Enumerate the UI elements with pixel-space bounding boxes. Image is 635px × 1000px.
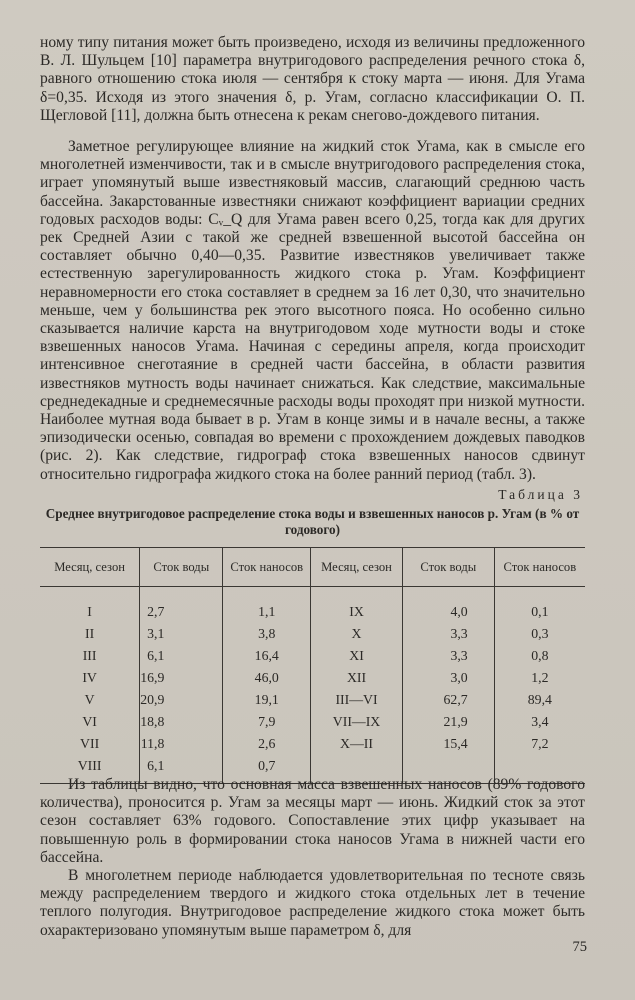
table-cell: 3,1 xyxy=(140,623,223,645)
table-cell: 7,9 xyxy=(223,711,311,733)
table-cell: 3,3 xyxy=(402,645,494,667)
table-row xyxy=(40,689,585,711)
page-number: 75 xyxy=(572,939,587,955)
table-cell: V xyxy=(84,692,95,707)
table-cell: 21,9 xyxy=(402,711,494,733)
table-cell: VII—IX xyxy=(311,711,403,733)
table-cell: II xyxy=(85,626,95,641)
table-cell: IX xyxy=(311,587,403,624)
table-row xyxy=(40,733,585,755)
table-cell: 0,7 xyxy=(223,755,311,784)
table-cell: 2,7 xyxy=(140,587,223,624)
table-row xyxy=(40,645,585,667)
table-cell: 18,8 xyxy=(140,711,223,733)
table-row xyxy=(40,623,585,645)
table-cell: VI xyxy=(82,714,97,729)
table-cell: 4,0 xyxy=(402,587,494,624)
paragraph-1-text: ному типу питания может быть произведено, исходя из величины предложенного В. Л. Шульцем [10] параметра внутригодового распределения речного стока δ, равного отношению стока июля — сентября к стоку марта — июня. Для Угама δ=0,35. Исходя из этого значения δ, р. Угам, согласно классификации О. П. Щегловой [11], должна быть отнесена к рекам снегово-дождевого питания. xyxy=(40,34,585,124)
header-month-season-2: Месяц, сезон xyxy=(311,548,403,587)
table-cell: 1,1 xyxy=(223,587,311,624)
paragraph-4 xyxy=(40,867,585,940)
table-cell: 3,4 xyxy=(494,711,585,733)
table-cell: 6,1 xyxy=(140,645,223,667)
table-cell: I xyxy=(87,604,92,619)
table-cell: III xyxy=(82,648,97,663)
header-water-runoff-1: Сток воды xyxy=(140,548,223,587)
table-cell: X—II xyxy=(311,733,403,755)
table-row xyxy=(40,667,585,689)
table-cell: VII xyxy=(80,736,100,751)
header-month-season-1: Месяц, сезон xyxy=(40,548,140,587)
table-cell: 89,4 xyxy=(494,689,585,711)
table-cell: 16,4 xyxy=(223,645,311,667)
table-number-label: Таблица 3 xyxy=(498,487,583,502)
table-title: Среднее внутригодовое распределение стока воды и взвешенных наносов р. Угам (в % от годового) xyxy=(45,506,580,537)
table-cell: 15,4 xyxy=(402,733,494,755)
table-row xyxy=(40,587,585,624)
paragraph-1 xyxy=(40,34,585,125)
table-cell: XI xyxy=(311,645,403,667)
table-cell: 3,3 xyxy=(402,623,494,645)
table-cell: 7,2 xyxy=(494,733,585,755)
table-cell: XII xyxy=(311,667,403,689)
table-cell: 16,9 xyxy=(140,667,223,689)
table-cell: 62,7 xyxy=(402,689,494,711)
table-cell: 20,9 xyxy=(140,689,223,711)
table-cell: III—VI xyxy=(311,689,403,711)
paragraph-4-text: В многолетнем периоде наблюдается удовлетворительная по тесноте связь между распределением твердого и жидкого стока отдельных лет в течение теплого полугодия. Внутригодовое распределение жидкого стока может быть охарактеризовано упомянутым выше параметром δ, для xyxy=(40,867,585,939)
table-cell: 0,8 xyxy=(494,645,585,667)
runoff-table xyxy=(40,547,585,784)
table-cell: IV xyxy=(82,670,97,685)
table-cell: 11,8 xyxy=(140,733,223,755)
table-cell: 0,3 xyxy=(494,623,585,645)
table-header-row xyxy=(40,548,585,587)
paragraph-2-text: Заметное регулирующее влияние на жидкий сток Угама, как в смысле его многолетней изменчивости, так и в смысле внутригодового распределения стока, играет упомянутый выше известняковый массив, слагающий среднюю часть бассейна. Закарстованные известняки снижают коэффициент вариации средних годовых расходов воды: Cᵥ_Q для Угама равен всего 0,25, тогда как для других рек Средней Азии с такой же средней взвешенной высотой бассейна он составляет обычно 0,40—0,35. Развитие известняков увеличивает также естественную зарегулированность жидкого стока р. Угам. Коэффициент неравномерности его стока составляет в среднем за 16 лет 0,30, что значительно меньше, чем у большинства рек этого высотного пояса. Но особенно сильно сказывается наличие карста на внутригодовом ходе мутности воды и стоке взвешенных наносов Угама. Начиная с середины апреля, когда происходит интенсивное снеготаяние в средней части бассейна, в области развития известняков мутность воды начинает снижаться. Как следствие, максимальные среднедекадные и среднемесячные расходы воды проходят при низкой мутности. Наиболее мутная вода бывает в р. Угам в конце зимы и в начале весны, а также эпизодически осенью, совпадая во времени с прохождением дождевых паводков (рис. 2). Как следствие, гидрограф стока взвешенных наносов сдвинут относительно гидрографа жидкого стока на более ранний период (табл. 3). xyxy=(40,138,585,483)
table-row xyxy=(40,711,585,733)
paragraph-2 xyxy=(40,138,585,484)
table-cell: 3,8 xyxy=(223,623,311,645)
header-sediment-runoff-1: Сток наносов xyxy=(223,548,311,587)
paragraph-3-text: Из таблицы видно, что основная масса взвешенных наносов (89% годового количества), проносится р. Угам за месяцы март — июнь. Жидкий сток за этот сезон составляет 63% годового. Сопоставление этих цифр указывает на повышенную роль в формировании стока наносов Угама в нижней части его бассейна. xyxy=(40,776,585,866)
table-cell: 3,0 xyxy=(402,667,494,689)
table-cell: 19,1 xyxy=(223,689,311,711)
table-cell: 0,1 xyxy=(494,587,585,624)
header-water-runoff-2: Сток воды xyxy=(402,548,494,587)
table-cell: VIII xyxy=(40,755,140,784)
paragraph-3 xyxy=(40,776,585,867)
table-cell: X xyxy=(311,623,403,645)
table-cell: 2,6 xyxy=(223,733,311,755)
table-cell: 46,0 xyxy=(223,667,311,689)
table-cell: 1,2 xyxy=(494,667,585,689)
table-cell: 6,1 xyxy=(140,755,223,784)
header-sediment-runoff-2: Сток наносов xyxy=(494,548,585,587)
